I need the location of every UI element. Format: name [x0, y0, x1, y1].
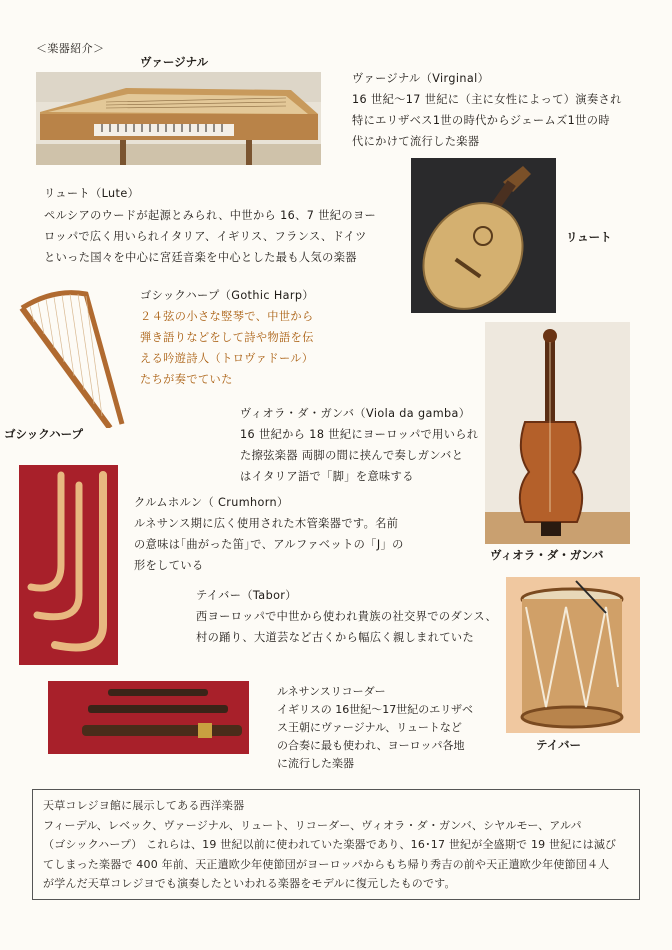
gothic-harp-photo [14, 288, 129, 428]
tabor-caption: テイバー [536, 738, 581, 752]
lute-photo [411, 158, 556, 313]
info-box-line: が学んだ天草コレジヨでも演奏したといわれる楽器をモデルに復元したものです。 [43, 877, 456, 890]
section-label: ＜楽器紹介＞ [36, 42, 105, 55]
crumhorn-title: クルムホルン（ Crumhorn） [134, 496, 289, 509]
lute-caption: リュート [566, 230, 612, 244]
gothic-harp-desc-line: ２４弦の小さな竪琴で、中世から [140, 310, 314, 323]
recorder-desc-line: に流行した楽器 [277, 757, 354, 770]
virginal-title: ヴァージナル（Virginal） [352, 72, 490, 85]
gothic-harp-title: ゴシックハープ（Gothic Harp） [140, 289, 315, 302]
tabor-photo [506, 577, 640, 733]
lute-desc-line: ロッパで広く用いられイタリア、イギリス、フランス、ドイツ [44, 230, 367, 243]
viola-da-gamba-desc-line: はイタリア語で「脚」を意味する [240, 470, 414, 483]
viola-da-gamba-desc-line: た擦弦楽器 両脚の間に挟んで奏しガンバと [240, 449, 464, 462]
tabor-desc-line: 西ヨーロッパで中世から使われ貴族の社交界でのダンス、 [196, 610, 497, 623]
virginal-photo [36, 72, 321, 165]
tabor-desc-line: 村の踊り、大道芸など古くから幅広く親しまれていた [196, 631, 475, 644]
lute-title: リュート（Lute） [44, 187, 140, 200]
info-box [32, 789, 640, 900]
recorder-desc-line: の合奏に最も使われ、ヨーロッパ各地 [277, 739, 465, 752]
viola-da-gamba-title: ヴィオラ・ダ・ガンバ（Viola da gamba） [240, 407, 471, 420]
recorder-photo [48, 681, 249, 754]
lute-desc-line: ペルシアのウードが起源とみられ、中世から 16、7 世紀のヨー [44, 209, 377, 222]
recorder-title: ルネサンスリコーダー [277, 685, 386, 698]
tabor-title: テイバー（Tabor） [196, 589, 297, 602]
crumhorn-photo [19, 465, 118, 665]
gothic-harp-desc-line: たちが奏でていた [140, 373, 233, 386]
info-box-line: （ゴシックハープ） これらは、19 世紀以前に使われていた楽器であり、16･17 世紀が全盛期で 19 世紀には滅び [43, 838, 617, 851]
crumhorn-desc-line: 形をしている [134, 559, 204, 572]
gothic-harp-desc-line: える吟遊詩人（トロヴァドール） [140, 352, 314, 365]
viola-da-gamba-caption: ヴィオラ・ダ・ガンバ [490, 548, 604, 562]
viola-da-gamba-photo [485, 322, 630, 544]
info-box-line: てしまった楽器で 400 年前、天正遣欧少年使節団がヨーロッパからもち帰り秀吉の前や天正遣欧少年使節団４人 [43, 857, 610, 871]
info-box-heading: 天草コレジヨ館に展示してある西洋楽器 [43, 799, 245, 812]
viola-da-gamba-desc-line: 16 世紀から 18 世紀にヨーロッパで用いられ [240, 428, 479, 441]
lute-desc-line: といった国々を中心に宮廷音楽を中心とした最も人気の楽器 [44, 251, 357, 264]
virginal-desc-line: 代にかけて流行した楽器 [352, 135, 480, 148]
recorder-desc-line: ス王朝にヴァージナル、リュートなど [277, 721, 462, 734]
virginal-desc-line: 特にエリザベス1世の時代からジェームズ1世の時 [352, 114, 610, 127]
virginal-desc-line: 16 世紀～17 世紀に（主に女性によって）演奏され [352, 93, 622, 106]
crumhorn-desc-line: の意味は｢曲がった笛｣で、アルファベットの「J」の [134, 538, 404, 551]
recorder-desc-line: イギリスの 16世紀～17世紀のエリザベ [277, 703, 474, 716]
crumhorn-desc-line: ルネサンス期に広く使用された木管楽器です。名前 [134, 517, 399, 530]
gothic-harp-caption: ゴシックハープ [4, 427, 84, 441]
virginal-caption: ヴァージナル [140, 55, 209, 69]
info-box-line: フィーデル、レベック、ヴァージナル、リュート、リコーダー、ヴィオラ・ダ・ガンバ、シヤルモー、アルパ [43, 818, 582, 832]
gothic-harp-desc-line: 弾き語りなどをして詩や物語を伝 [140, 331, 314, 344]
